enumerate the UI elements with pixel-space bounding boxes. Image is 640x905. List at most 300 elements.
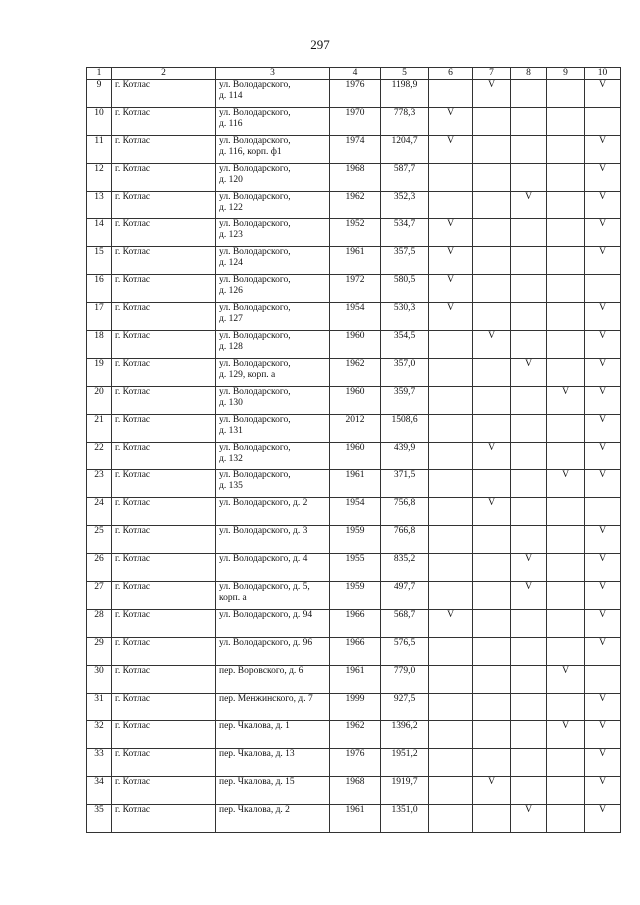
city-cell: г. Котлас <box>112 219 216 247</box>
mark-col8 <box>511 749 547 777</box>
area-cell: 779,0 <box>381 665 429 693</box>
mark-col9 <box>547 303 585 331</box>
city-cell: г. Котлас <box>112 470 216 498</box>
area-cell: 1396,2 <box>381 721 429 749</box>
area-cell: 352,3 <box>381 191 429 219</box>
mark-col9 <box>547 693 585 721</box>
mark-col7 <box>473 191 511 219</box>
mark-col6 <box>429 777 473 805</box>
mark-col9 <box>547 414 585 442</box>
mark-col8 <box>511 693 547 721</box>
mark-col7 <box>473 749 511 777</box>
mark-col8 <box>511 637 547 665</box>
mark-col10: V <box>585 247 621 275</box>
table-row <box>87 805 621 833</box>
mark-col6 <box>429 693 473 721</box>
col-header-3: 3 <box>216 68 330 80</box>
city-cell: г. Котлас <box>112 693 216 721</box>
mark-col8 <box>511 80 547 108</box>
area-cell: 534,7 <box>381 219 429 247</box>
table-row <box>87 247 621 275</box>
table-row <box>87 191 621 219</box>
mark-col10: V <box>585 554 621 582</box>
mark-col6: V <box>429 219 473 247</box>
city-cell: г. Котлас <box>112 163 216 191</box>
area-cell: 927,5 <box>381 693 429 721</box>
mark-col10: V <box>585 163 621 191</box>
mark-col10: V <box>585 135 621 163</box>
col-header-10: 10 <box>585 68 621 80</box>
year-cell: 1968 <box>330 163 381 191</box>
mark-col10: V <box>585 526 621 554</box>
address-cell: ул. Володарского, д. 128 <box>216 331 330 359</box>
area-cell: 439,9 <box>381 442 429 470</box>
table-body <box>87 80 621 833</box>
row-number: 24 <box>87 498 112 526</box>
mark-col9: V <box>547 665 585 693</box>
area-cell: 1198,9 <box>381 80 429 108</box>
table-row <box>87 777 621 805</box>
col-header-8: 8 <box>511 68 547 80</box>
year-cell: 1966 <box>330 637 381 665</box>
city-cell: г. Котлас <box>112 275 216 303</box>
year-cell: 1962 <box>330 358 381 386</box>
row-number: 34 <box>87 777 112 805</box>
mark-col9 <box>547 582 585 610</box>
city-cell: г. Котлас <box>112 721 216 749</box>
mark-col6 <box>429 637 473 665</box>
table-row <box>87 609 621 637</box>
table-row <box>87 693 621 721</box>
address-cell: ул. Володарского, д. 135 <box>216 470 330 498</box>
mark-col10: V <box>585 777 621 805</box>
mark-col7 <box>473 470 511 498</box>
city-cell: г. Котлас <box>112 303 216 331</box>
mark-col10: V <box>585 386 621 414</box>
table-row <box>87 303 621 331</box>
area-cell: 835,2 <box>381 554 429 582</box>
table-row <box>87 470 621 498</box>
mark-col8 <box>511 107 547 135</box>
year-cell: 1960 <box>330 331 381 359</box>
mark-col8 <box>511 331 547 359</box>
table-row <box>87 442 621 470</box>
row-number: 22 <box>87 442 112 470</box>
mark-col9 <box>547 358 585 386</box>
mark-col8 <box>511 219 547 247</box>
mark-col7: V <box>473 331 511 359</box>
mark-col7 <box>473 247 511 275</box>
mark-col9 <box>547 609 585 637</box>
mark-col7 <box>473 386 511 414</box>
city-cell: г. Котлас <box>112 609 216 637</box>
col-header-5: 5 <box>381 68 429 80</box>
mark-col8 <box>511 498 547 526</box>
city-cell: г. Котлас <box>112 107 216 135</box>
table-row <box>87 163 621 191</box>
address-cell: ул. Володарского, д. 127 <box>216 303 330 331</box>
table-row <box>87 554 621 582</box>
city-cell: г. Котлас <box>112 498 216 526</box>
row-number: 30 <box>87 665 112 693</box>
city-cell: г. Котлас <box>112 414 216 442</box>
mark-col6 <box>429 582 473 610</box>
city-cell: г. Котлас <box>112 135 216 163</box>
mark-col9 <box>547 331 585 359</box>
mark-col6: V <box>429 303 473 331</box>
mark-col7: V <box>473 442 511 470</box>
city-cell: г. Котлас <box>112 191 216 219</box>
table-row <box>87 637 621 665</box>
area-cell: 1919,7 <box>381 777 429 805</box>
mark-col8: V <box>511 582 547 610</box>
mark-col6: V <box>429 275 473 303</box>
col-header-2: 2 <box>112 68 216 80</box>
year-cell: 1960 <box>330 386 381 414</box>
address-cell: пер. Чкалова, д. 2 <box>216 805 330 833</box>
area-cell: 756,8 <box>381 498 429 526</box>
mark-col9 <box>547 526 585 554</box>
mark-col10: V <box>585 805 621 833</box>
city-cell: г. Котлас <box>112 80 216 108</box>
mark-col7 <box>473 135 511 163</box>
mark-col9 <box>547 554 585 582</box>
address-cell: ул. Володарского, д. 120 <box>216 163 330 191</box>
mark-col8 <box>511 247 547 275</box>
mark-col10 <box>585 665 621 693</box>
mark-col8 <box>511 777 547 805</box>
city-cell: г. Котлас <box>112 637 216 665</box>
city-cell: г. Котлас <box>112 386 216 414</box>
city-cell: г. Котлас <box>112 247 216 275</box>
area-cell: 371,5 <box>381 470 429 498</box>
address-cell: пер. Чкалова, д. 1 <box>216 721 330 749</box>
year-cell: 1974 <box>330 135 381 163</box>
year-cell: 1976 <box>330 749 381 777</box>
mark-col10 <box>585 275 621 303</box>
address-cell: ул. Володарского, д. 2 <box>216 498 330 526</box>
row-number: 12 <box>87 163 112 191</box>
mark-col6: V <box>429 247 473 275</box>
mark-col7 <box>473 721 511 749</box>
mark-col7 <box>473 554 511 582</box>
address-cell: ул. Володарского, д. 122 <box>216 191 330 219</box>
city-cell: г. Котлас <box>112 805 216 833</box>
row-number: 9 <box>87 80 112 108</box>
area-cell: 1951,2 <box>381 749 429 777</box>
year-cell: 1955 <box>330 554 381 582</box>
city-cell: г. Котлас <box>112 777 216 805</box>
mark-col6: V <box>429 107 473 135</box>
mark-col10: V <box>585 693 621 721</box>
address-cell: пер. Воровского, д. 6 <box>216 665 330 693</box>
area-cell: 497,7 <box>381 582 429 610</box>
row-number: 18 <box>87 331 112 359</box>
row-number: 26 <box>87 554 112 582</box>
area-cell: 766,8 <box>381 526 429 554</box>
mark-col6 <box>429 80 473 108</box>
mark-col9 <box>547 777 585 805</box>
year-cell: 1961 <box>330 470 381 498</box>
row-number: 32 <box>87 721 112 749</box>
mark-col6 <box>429 386 473 414</box>
table-row <box>87 135 621 163</box>
mark-col9: V <box>547 470 585 498</box>
mark-col9: V <box>547 386 585 414</box>
address-cell: пер. Чкалова, д. 15 <box>216 777 330 805</box>
row-number: 13 <box>87 191 112 219</box>
city-cell: г. Котлас <box>112 331 216 359</box>
year-cell: 1954 <box>330 303 381 331</box>
city-cell: г. Котлас <box>112 442 216 470</box>
mark-col8 <box>511 275 547 303</box>
mark-col10: V <box>585 442 621 470</box>
mark-col7 <box>473 414 511 442</box>
year-cell: 1961 <box>330 665 381 693</box>
address-cell: пер. Менжинского, д. 7 <box>216 693 330 721</box>
mark-col10 <box>585 498 621 526</box>
mark-col8 <box>511 665 547 693</box>
mark-col6 <box>429 721 473 749</box>
area-cell: 587,7 <box>381 163 429 191</box>
table-row <box>87 358 621 386</box>
mark-col8 <box>511 303 547 331</box>
mark-col9 <box>547 442 585 470</box>
mark-col8: V <box>511 554 547 582</box>
mark-col6 <box>429 805 473 833</box>
address-cell: ул. Володарского, д. 116, корп. ф1 <box>216 135 330 163</box>
address-cell: ул. Володарского, д. 4 <box>216 554 330 582</box>
row-number: 19 <box>87 358 112 386</box>
city-cell: г. Котлас <box>112 358 216 386</box>
mark-col9 <box>547 191 585 219</box>
city-cell: г. Котлас <box>112 554 216 582</box>
area-cell: 576,5 <box>381 637 429 665</box>
mark-col9: V <box>547 721 585 749</box>
mark-col10: V <box>585 721 621 749</box>
row-number: 28 <box>87 609 112 637</box>
table-row <box>87 582 621 610</box>
col-header-7: 7 <box>473 68 511 80</box>
address-cell: ул. Володарского, д. 3 <box>216 526 330 554</box>
mark-col6 <box>429 358 473 386</box>
mark-col7 <box>473 609 511 637</box>
address-cell: ул. Володарского, д. 129, корп. а <box>216 358 330 386</box>
col-header-4: 4 <box>330 68 381 80</box>
mark-col10: V <box>585 191 621 219</box>
year-cell: 1960 <box>330 442 381 470</box>
mark-col6 <box>429 442 473 470</box>
year-cell: 1962 <box>330 191 381 219</box>
mark-col9 <box>547 275 585 303</box>
table-row <box>87 386 621 414</box>
mark-col10: V <box>585 358 621 386</box>
area-cell: 357,0 <box>381 358 429 386</box>
address-cell: ул. Володарского, д. 132 <box>216 442 330 470</box>
mark-col6 <box>429 470 473 498</box>
mark-col8: V <box>511 358 547 386</box>
mark-col7 <box>473 665 511 693</box>
row-number: 27 <box>87 582 112 610</box>
address-cell: ул. Володарского, д. 126 <box>216 275 330 303</box>
mark-col6 <box>429 554 473 582</box>
year-cell: 1961 <box>330 805 381 833</box>
row-number: 15 <box>87 247 112 275</box>
area-cell: 568,7 <box>381 609 429 637</box>
mark-col8 <box>511 163 547 191</box>
row-number: 31 <box>87 693 112 721</box>
address-cell: ул. Володарского, д. 131 <box>216 414 330 442</box>
address-cell: ул. Володарского, д. 124 <box>216 247 330 275</box>
mark-col7 <box>473 107 511 135</box>
row-number: 10 <box>87 107 112 135</box>
row-number: 20 <box>87 386 112 414</box>
address-cell: пер. Чкалова, д. 13 <box>216 749 330 777</box>
mark-col7 <box>473 163 511 191</box>
year-cell: 1952 <box>330 219 381 247</box>
mark-col10: V <box>585 582 621 610</box>
year-cell: 1972 <box>330 275 381 303</box>
mark-col10 <box>585 107 621 135</box>
year-cell: 2012 <box>330 414 381 442</box>
row-number: 21 <box>87 414 112 442</box>
address-cell: ул. Володарского, д. 114 <box>216 80 330 108</box>
mark-col6 <box>429 163 473 191</box>
mark-col7: V <box>473 777 511 805</box>
mark-col10: V <box>585 637 621 665</box>
row-number: 29 <box>87 637 112 665</box>
header-row <box>87 68 621 80</box>
year-cell: 1954 <box>330 498 381 526</box>
mark-col6 <box>429 414 473 442</box>
table-row <box>87 526 621 554</box>
area-cell: 1351,0 <box>381 805 429 833</box>
table-row <box>87 721 621 749</box>
row-number: 14 <box>87 219 112 247</box>
mark-col9 <box>547 749 585 777</box>
area-cell: 1204,7 <box>381 135 429 163</box>
col-header-6: 6 <box>429 68 473 80</box>
year-cell: 1961 <box>330 247 381 275</box>
mark-col6 <box>429 749 473 777</box>
address-cell: ул. Володарского, д. 116 <box>216 107 330 135</box>
address-cell: ул. Володарского, д. 96 <box>216 637 330 665</box>
year-cell: 1999 <box>330 693 381 721</box>
mark-col6: V <box>429 609 473 637</box>
mark-col9 <box>547 247 585 275</box>
mark-col9 <box>547 135 585 163</box>
area-cell: 354,5 <box>381 331 429 359</box>
year-cell: 1976 <box>330 80 381 108</box>
row-number: 17 <box>87 303 112 331</box>
table-row <box>87 665 621 693</box>
year-cell: 1966 <box>330 609 381 637</box>
table-row <box>87 498 621 526</box>
mark-col9 <box>547 498 585 526</box>
table-row <box>87 749 621 777</box>
year-cell: 1962 <box>330 721 381 749</box>
city-cell: г. Котлас <box>112 749 216 777</box>
mark-col8: V <box>511 805 547 833</box>
row-number: 23 <box>87 470 112 498</box>
year-cell: 1970 <box>330 107 381 135</box>
area-cell: 580,5 <box>381 275 429 303</box>
mark-col10: V <box>585 470 621 498</box>
mark-col9 <box>547 80 585 108</box>
mark-col7 <box>473 275 511 303</box>
mark-col7 <box>473 358 511 386</box>
row-number: 16 <box>87 275 112 303</box>
address-cell: ул. Володарского, д. 123 <box>216 219 330 247</box>
mark-col9 <box>547 805 585 833</box>
col-header-1: 1 <box>87 68 112 80</box>
mark-col7 <box>473 637 511 665</box>
mark-col7: V <box>473 80 511 108</box>
city-cell: г. Котлас <box>112 526 216 554</box>
mark-col10: V <box>585 414 621 442</box>
area-cell: 778,3 <box>381 107 429 135</box>
mark-col8 <box>511 470 547 498</box>
mark-col6: V <box>429 135 473 163</box>
table-row <box>87 80 621 108</box>
mark-col6 <box>429 498 473 526</box>
mark-col8 <box>511 386 547 414</box>
mark-col8 <box>511 135 547 163</box>
mark-col10: V <box>585 609 621 637</box>
mark-col7 <box>473 219 511 247</box>
mark-col6 <box>429 331 473 359</box>
mark-col7 <box>473 526 511 554</box>
mark-col8 <box>511 442 547 470</box>
area-cell: 1508,6 <box>381 414 429 442</box>
area-cell: 357,5 <box>381 247 429 275</box>
address-cell: ул. Володарского, д. 94 <box>216 609 330 637</box>
year-cell: 1959 <box>330 582 381 610</box>
city-cell: г. Котлас <box>112 665 216 693</box>
mark-col7 <box>473 303 511 331</box>
mark-col7: V <box>473 498 511 526</box>
mark-col9 <box>547 107 585 135</box>
row-number: 35 <box>87 805 112 833</box>
table-row <box>87 107 621 135</box>
housing-register-table <box>86 67 621 833</box>
table-row <box>87 331 621 359</box>
area-cell: 359,7 <box>381 386 429 414</box>
mark-col6 <box>429 191 473 219</box>
mark-col8: V <box>511 191 547 219</box>
address-cell: ул. Володарского, д. 5, корп. а <box>216 582 330 610</box>
mark-col8 <box>511 721 547 749</box>
col-header-9: 9 <box>547 68 585 80</box>
address-cell: ул. Володарского, д. 130 <box>216 386 330 414</box>
mark-col8 <box>511 414 547 442</box>
mark-col7 <box>473 582 511 610</box>
mark-col10: V <box>585 80 621 108</box>
table-row <box>87 414 621 442</box>
table-row <box>87 275 621 303</box>
mark-col6 <box>429 665 473 693</box>
city-cell: г. Котлас <box>112 582 216 610</box>
row-number: 25 <box>87 526 112 554</box>
year-cell: 1968 <box>330 777 381 805</box>
mark-col10: V <box>585 303 621 331</box>
mark-col8 <box>511 609 547 637</box>
mark-col10: V <box>585 219 621 247</box>
mark-col10: V <box>585 749 621 777</box>
row-number: 11 <box>87 135 112 163</box>
row-number: 33 <box>87 749 112 777</box>
mark-col9 <box>547 637 585 665</box>
